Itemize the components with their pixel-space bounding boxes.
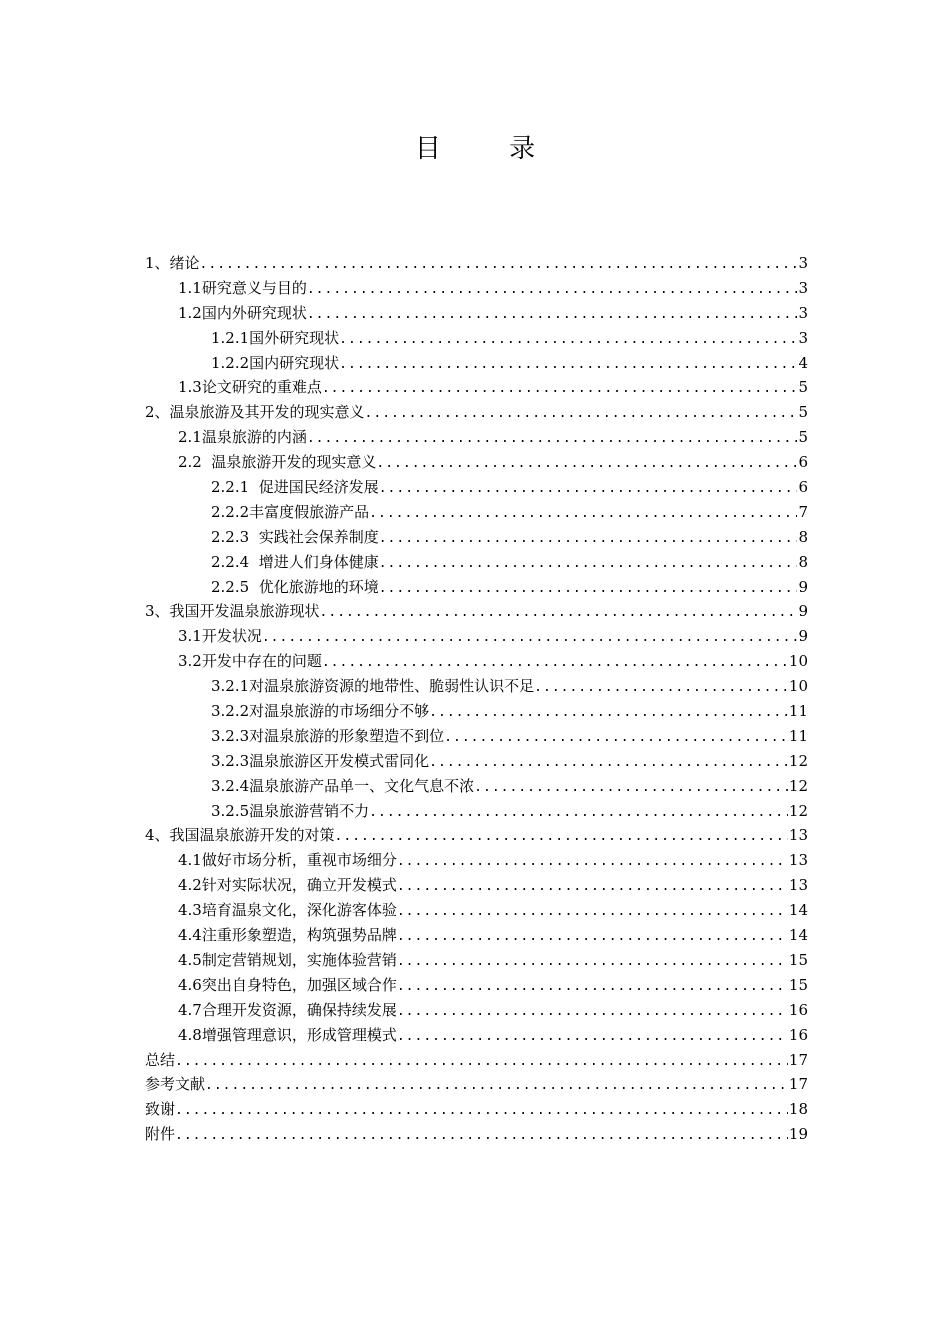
toc-page-number: 6	[798, 478, 808, 497]
toc-entry-title: 3.2.5温泉旅游营销不力	[211, 801, 370, 820]
toc-page-number: 9	[798, 627, 808, 646]
toc-dot-leader	[175, 1050, 788, 1073]
toc-dot-leader	[444, 726, 788, 749]
toc-dot-leader	[397, 900, 788, 923]
toc-page-number: 7	[798, 502, 808, 521]
toc-entry[interactable]	[145, 774, 808, 799]
toc-entry-title: 1.1研究意义与目的	[178, 278, 307, 297]
toc-entry-title: 4.6突出自身特色，加强区域合作	[178, 975, 397, 994]
toc-entry[interactable]	[145, 873, 808, 898]
toc-entry-title: 3.2.2对温泉旅游的市场细分不够	[211, 702, 430, 721]
toc-entry[interactable]	[145, 251, 808, 276]
toc-entry[interactable]	[145, 1048, 808, 1073]
toc-entry[interactable]	[145, 375, 808, 400]
toc-entry-title: 4.3培育温泉文化，深化游客体验	[178, 901, 397, 920]
toc-dot-leader	[369, 801, 788, 824]
toc-entry[interactable]	[145, 699, 808, 724]
toc-entry-title: 总结	[145, 1050, 176, 1069]
toc-dot-leader	[322, 651, 788, 674]
toc-dot-leader	[379, 577, 798, 600]
toc-page-number: 13	[788, 826, 808, 845]
toc-entry-title: 3.2.3对温泉旅游的形象塑造不到位	[211, 726, 445, 745]
toc-page-number: 10	[788, 652, 808, 671]
toc-page-number: 19	[788, 1125, 808, 1144]
toc-dot-leader	[429, 751, 788, 774]
toc-page-number: 3	[798, 254, 808, 272]
toc-page-number: 12	[788, 776, 808, 795]
toc-dot-leader	[175, 1124, 788, 1147]
toc-page-number: 14	[788, 901, 808, 920]
toc-dot-leader	[262, 626, 798, 649]
toc-entry-title: 参考文献	[145, 1075, 206, 1094]
toc-entry-title: 3.2.3温泉旅游区开发模式雷同化	[211, 751, 430, 770]
toc-page-number: 13	[788, 876, 808, 895]
toc-entry[interactable]	[145, 525, 808, 550]
toc-dot-leader	[376, 452, 797, 475]
toc-entry-title: 1.2.2国内研究现状	[211, 353, 340, 372]
toc-entry[interactable]	[145, 1072, 808, 1097]
table-of-contents	[145, 251, 808, 1147]
toc-page-number: 15	[788, 950, 808, 969]
toc-entry[interactable]	[145, 973, 808, 998]
toc-page-number: 5	[798, 428, 808, 447]
toc-entry-title: 1.2国内外研究现状	[178, 303, 307, 322]
toc-dot-leader	[429, 701, 788, 724]
toc-dot-leader	[397, 925, 788, 948]
toc-dot-leader	[175, 1099, 788, 1122]
toc-entry-title: 2.1温泉旅游的内涵	[178, 428, 307, 447]
toc-page-number: 16	[788, 1000, 808, 1019]
toc-entry[interactable]	[145, 749, 808, 774]
toc-entry[interactable]	[145, 823, 808, 848]
toc-entry-title: 1.2.1国外研究现状	[211, 328, 340, 347]
toc-page-number: 8	[798, 527, 808, 546]
toc-dot-leader	[397, 950, 788, 973]
toc-dot-leader	[379, 477, 798, 500]
toc-page-number: 11	[788, 702, 808, 721]
toc-page-number: 12	[788, 751, 808, 770]
toc-entry-title: 2.2 温泉旅游开发的现实意义	[178, 453, 377, 472]
toc-dot-leader	[379, 552, 798, 575]
toc-entry[interactable]	[145, 575, 808, 600]
toc-entry-title: 1.3论文研究的重难点	[178, 378, 322, 397]
toc-entry-title: 4.5制定营销规划，实施体验营销	[178, 950, 397, 969]
toc-entry[interactable]	[145, 425, 808, 450]
toc-dot-leader	[307, 427, 798, 450]
toc-page-number: 14	[788, 926, 808, 945]
toc-dot-leader	[322, 377, 798, 400]
toc-dot-leader	[397, 1000, 788, 1023]
toc-page-number: 15	[788, 975, 808, 994]
toc-entry-title: 3.2.4温泉旅游产品单一、文化气息不浓	[211, 776, 475, 795]
toc-page-number: 13	[788, 851, 808, 870]
toc-entry[interactable]	[145, 276, 808, 301]
toc-dot-leader	[365, 402, 798, 425]
toc-entry-title: 2.2.2丰富度假旅游产品	[211, 502, 370, 521]
toc-entry[interactable]	[145, 1023, 808, 1048]
toc-dot-leader	[339, 328, 797, 351]
toc-dot-leader	[307, 303, 798, 326]
toc-entry[interactable]	[145, 326, 808, 351]
toc-dot-leader	[397, 1025, 788, 1048]
toc-entry-title: 4.4注重形象塑造，构筑强势品牌	[178, 926, 397, 945]
toc-dot-leader	[200, 253, 798, 276]
toc-page-number: 3	[798, 328, 808, 347]
toc-entry-title: 4、我国温泉旅游开发的对策	[145, 826, 335, 845]
toc-entry-title: 4.1做好市场分析，重视市场细分	[178, 851, 397, 870]
toc-entry-title: 3、我国开发温泉旅游现状	[145, 602, 320, 621]
toc-page-number: 9	[798, 602, 808, 621]
toc-dot-leader	[534, 676, 788, 699]
toc-entry-title: 3.2.1对温泉旅游资源的地带性、脆弱性认识不足	[211, 677, 535, 696]
toc-dot-leader	[320, 601, 798, 624]
toc-title: 目 录	[414, 134, 566, 164]
toc-page-number: 4	[798, 353, 808, 372]
toc-page-number: 12	[788, 801, 808, 820]
toc-page-number: 17	[788, 1050, 808, 1069]
toc-entry[interactable]	[145, 1097, 808, 1122]
toc-dot-leader	[397, 975, 788, 998]
toc-entry-title: 4.7合理开发资源，确保持续发展	[178, 1000, 397, 1019]
toc-page-number: 3	[798, 303, 808, 322]
toc-entry-title: 致谢	[145, 1100, 176, 1119]
toc-dot-leader	[369, 502, 797, 525]
toc-entry-title: 2.2.1 促进国民经济发展	[211, 478, 379, 497]
toc-page-number: 9	[798, 577, 808, 596]
toc-entry[interactable]	[145, 724, 808, 749]
toc-entry-title: 1、绪论	[145, 254, 200, 272]
toc-entry[interactable]	[145, 475, 808, 500]
toc-entry[interactable]	[145, 550, 808, 575]
toc-entry-title: 3.1开发状况	[178, 627, 262, 646]
toc-page-number: 10	[788, 677, 808, 696]
toc-entry[interactable]	[145, 898, 808, 923]
toc-dot-leader	[397, 850, 788, 873]
toc-entry-title: 4.8增强管理意识，形成管理模式	[178, 1025, 397, 1044]
toc-entry[interactable]	[145, 674, 808, 699]
toc-page-number: 3	[798, 278, 808, 297]
toc-entry[interactable]	[145, 400, 808, 425]
toc-entry[interactable]	[145, 649, 808, 674]
toc-entry-title: 2.2.3 实践社会保养制度	[211, 527, 379, 546]
toc-entry[interactable]	[145, 599, 808, 624]
toc-entry[interactable]	[145, 998, 808, 1023]
toc-entry-title: 附件	[145, 1125, 176, 1144]
toc-entry-title: 3.2开发中存在的问题	[178, 652, 322, 671]
toc-entry[interactable]	[145, 923, 808, 948]
toc-entry[interactable]	[145, 450, 808, 475]
toc-page-number: 18	[788, 1100, 808, 1119]
toc-dot-leader	[474, 776, 788, 799]
toc-dot-leader	[379, 527, 798, 550]
toc-dot-leader	[205, 1074, 788, 1097]
toc-entry[interactable]	[145, 799, 808, 824]
toc-page-number: 5	[798, 403, 808, 422]
toc-entry-title: 2.2.4 增进人们身体健康	[211, 552, 379, 571]
toc-dot-leader	[339, 353, 797, 376]
toc-page-number: 11	[788, 726, 808, 745]
toc-entry[interactable]	[145, 301, 808, 326]
toc-entry[interactable]	[145, 500, 808, 525]
toc-entry-title: 4.2针对实际状况，确立开发模式	[178, 876, 397, 895]
toc-page-number: 6	[798, 453, 808, 472]
toc-page-number: 16	[788, 1025, 808, 1044]
toc-entry[interactable]	[145, 624, 808, 649]
toc-entry-title: 2.2.5 优化旅游地的环境	[211, 577, 379, 596]
toc-page-number: 8	[798, 552, 808, 571]
toc-dot-leader	[307, 278, 798, 301]
toc-entry-title: 2、温泉旅游及其开发的现实意义	[145, 403, 365, 422]
toc-dot-leader	[335, 825, 788, 848]
toc-dot-leader	[397, 875, 788, 898]
toc-entry[interactable]	[145, 1122, 808, 1147]
toc-entry[interactable]	[145, 948, 808, 973]
toc-entry[interactable]	[145, 848, 808, 873]
toc-page-number: 5	[798, 378, 808, 397]
toc-entry[interactable]	[145, 351, 808, 376]
toc-page-number: 17	[788, 1075, 808, 1094]
